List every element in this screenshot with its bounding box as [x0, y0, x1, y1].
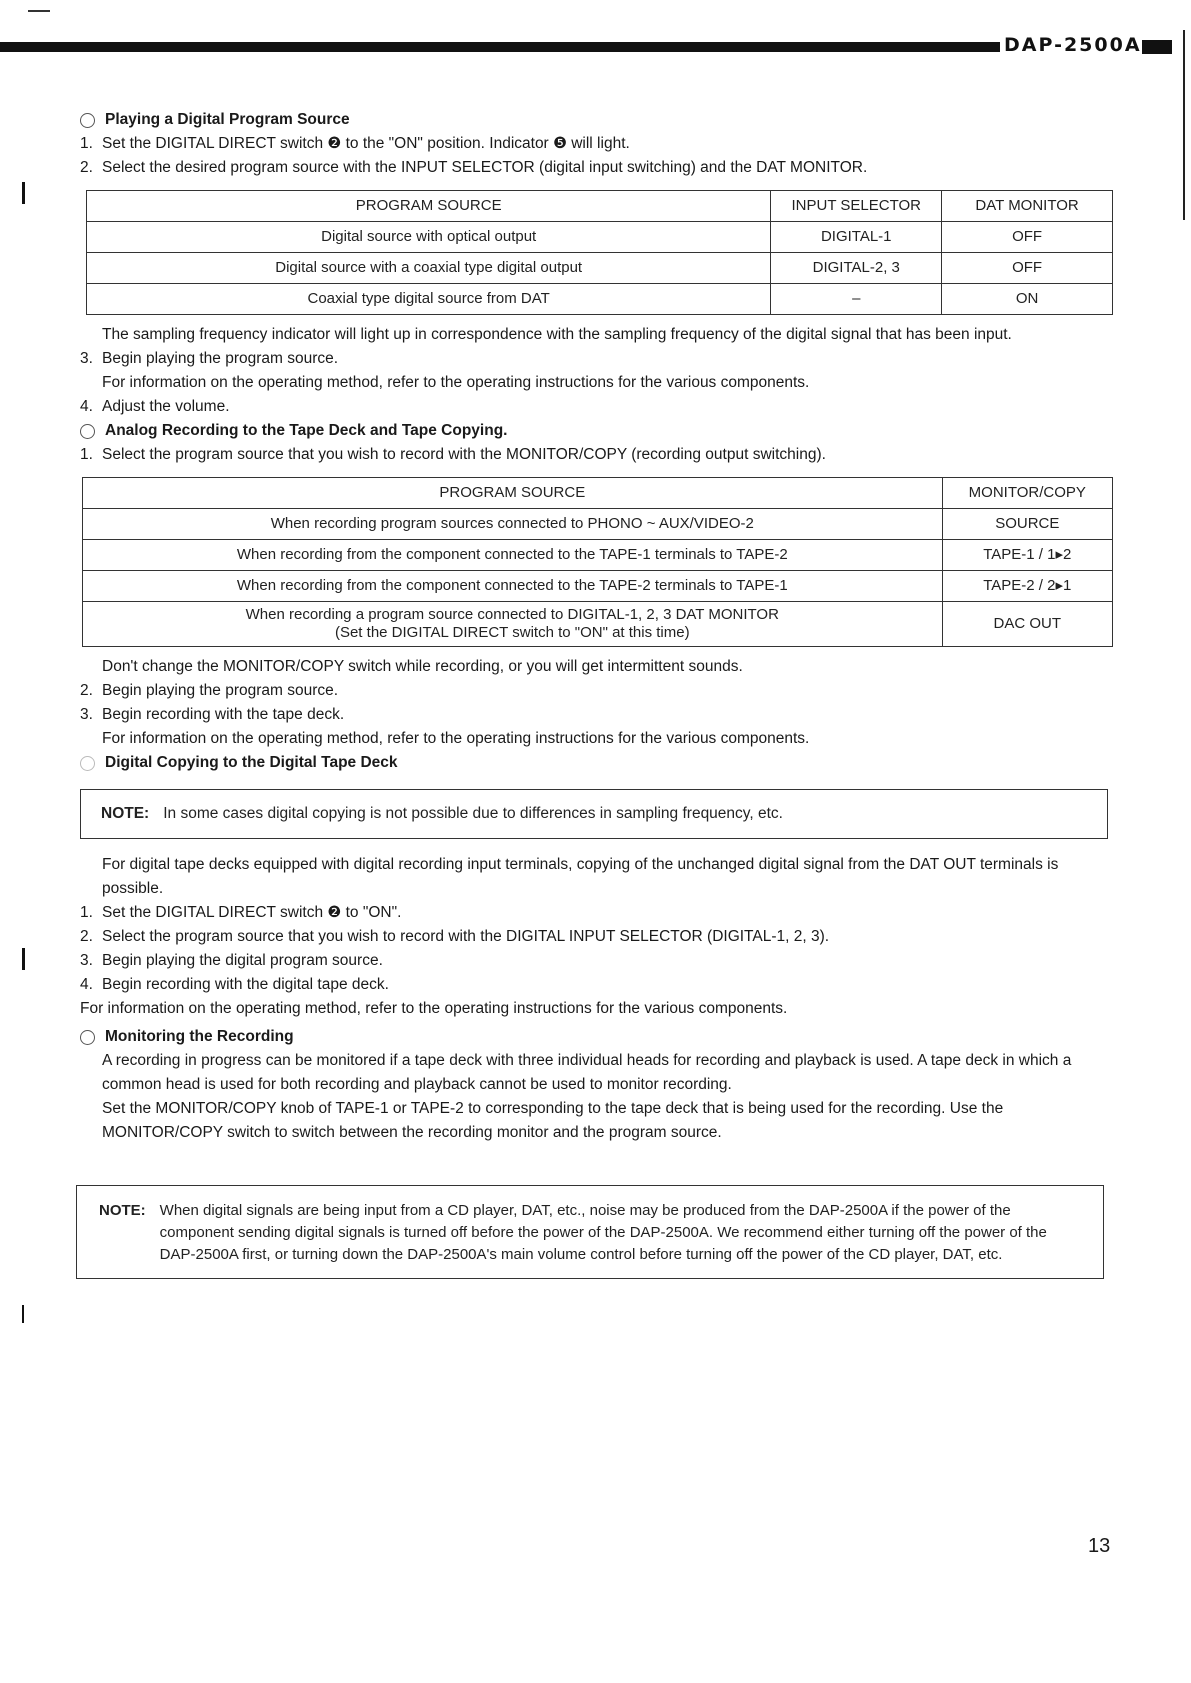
table-cell: OFF	[942, 222, 1113, 253]
input-selector-table	[86, 190, 1113, 315]
step: 2. Select the desired program source with the INPUT SELECTOR (digital input switching) and the DAT MONITOR.	[80, 159, 868, 176]
table-cell: –	[771, 284, 942, 315]
header-rule	[0, 42, 1000, 52]
table-cell: DAC OUT	[942, 602, 1112, 647]
table-cell: Digital source with optical output	[87, 222, 771, 253]
circle-bullet-icon	[80, 113, 95, 128]
page-edge-rule	[1183, 30, 1185, 220]
header-rule-end	[1142, 40, 1172, 54]
paragraph: The sampling frequency indicator will light up in correspondence with the sampling frequency of the digital signal that has been input.	[102, 326, 1012, 343]
step: 3. Begin recording with the tape deck.	[80, 706, 345, 723]
table-cell: TAPE-2 / 2▸1	[942, 571, 1112, 602]
table-cell: SOURCE	[942, 509, 1112, 540]
table-row	[83, 571, 1113, 602]
section-heading-digital: Digital Copying to the Digital Tape Deck	[80, 751, 1120, 775]
table-cell: When recording a program source connected to DIGITAL-1, 2, 3 DAT MONITOR (Set the DIGITAL DIRECT switch to "ON" at this time)	[83, 602, 943, 647]
section-heading-monitoring: Monitoring the Recording	[80, 1025, 1120, 1049]
scan-mark	[28, 10, 50, 12]
table-header-cell: PROGRAM SOURCE	[87, 191, 771, 222]
section-heading-playing: Playing a Digital Program Source	[80, 108, 1120, 132]
circle-bullet-icon	[80, 424, 95, 439]
paragraph: For information on the operating method, refer to the operating instructions for the various components.	[102, 730, 810, 747]
note-box: NOTE: When digital signals are being input from a CD player, DAT, etc., noise may be produced from the DAP-2500A if the power of the component sending digital signals is turned off before the power of the DAP-2500A. We recommend either turning off the power of the DAP-2500A first, or turning down the DAP-2500A's main volume control before turning off the power of the CD player, DAT, etc.	[76, 1185, 1104, 1279]
table-cell: DIGITAL-2, 3	[771, 253, 942, 284]
table-row	[87, 222, 1113, 253]
binding-mark	[22, 182, 25, 204]
step: 4. Begin recording with the digital tape deck.	[80, 976, 389, 993]
table-cell: Coaxial type digital source from DAT	[87, 284, 771, 315]
step: 3. Begin playing the digital program source.	[80, 952, 383, 969]
note-box: NOTE: In some cases digital copying is not possible due to differences in sampling frequency, etc.	[80, 789, 1108, 839]
paragraph: Don't change the MONITOR/COPY switch while recording, or you will get intermittent sounds.	[102, 658, 743, 675]
table-cell: ON	[942, 284, 1113, 315]
table-cell: Digital source with a coaxial type digital output	[87, 253, 771, 284]
page-number: 13	[1088, 1535, 1111, 1557]
table-cell: When recording program sources connected to PHONO ~ AUX/VIDEO-2	[83, 509, 943, 540]
table-cell: When recording from the component connected to the TAPE-2 terminals to TAPE-1	[83, 571, 943, 602]
table-header-cell: PROGRAM SOURCE	[83, 478, 943, 509]
table-cell: DIGITAL-1	[771, 222, 942, 253]
binding-mark	[22, 1305, 24, 1323]
model-name: DAP-2500A	[1004, 34, 1142, 56]
table-row	[87, 284, 1113, 315]
table-header-cell: DAT MONITOR	[942, 191, 1113, 222]
table-header-row	[83, 478, 1113, 509]
step: 1. Select the program source that you wish to record with the MONITOR/COPY (recording output switching).	[80, 446, 826, 463]
table-row	[87, 253, 1113, 284]
table-cell: OFF	[942, 253, 1113, 284]
paragraph: For information on the operating method, refer to the operating instructions for the various components.	[102, 374, 810, 391]
table-row	[83, 509, 1113, 540]
table-row	[83, 602, 1113, 647]
table-header-row	[87, 191, 1113, 222]
table-header-cell: INPUT SELECTOR	[771, 191, 942, 222]
step: 2. Select the program source that you wish to record with the DIGITAL INPUT SELECTOR (DIGITAL-1, 2, 3).	[80, 928, 830, 945]
paragraph: Set the MONITOR/COPY knob of TAPE-1 or TAPE-2 to corresponding to the tape deck that is being used for the recording. Use the MONITOR/COPY switch to switch between the recording monitor and the program source.	[102, 1100, 1004, 1141]
circle-bullet-icon	[80, 756, 95, 771]
circle-bullet-icon	[80, 1030, 95, 1045]
step: 1. Set the DIGITAL DIRECT switch ❷ to "ON".	[80, 904, 402, 921]
table-row	[83, 540, 1113, 571]
page-content	[80, 108, 1120, 1279]
step: 2. Begin playing the program source.	[80, 682, 339, 699]
step: 4. Adjust the volume.	[80, 398, 230, 415]
paragraph: A recording in progress can be monitored if a tape deck with three individual heads for recording and playback is used. A tape deck in which a common head is used for both recording and playback cannot be used to monitor recording.	[102, 1052, 1072, 1093]
paragraph: For information on the operating method, refer to the operating instructions for the various components.	[80, 1000, 788, 1017]
step: 1. Set the DIGITAL DIRECT switch ❷ to the "ON" position. Indicator ❺ will light.	[80, 135, 630, 152]
section-heading-analog: Analog Recording to the Tape Deck and Tape Copying.	[80, 419, 1120, 443]
binding-mark	[22, 948, 25, 970]
table-cell: TAPE-1 / 1▸2	[942, 540, 1112, 571]
paragraph: For digital tape decks equipped with digital recording input terminals, copying of the unchanged digital signal from the DAT OUT terminals is possible.	[102, 856, 1059, 897]
monitor-copy-table	[82, 477, 1113, 647]
step: 3. Begin playing the program source.	[80, 350, 339, 367]
table-cell: When recording from the component connected to the TAPE-1 terminals to TAPE-2	[83, 540, 943, 571]
table-header-cell: MONITOR/COPY	[942, 478, 1112, 509]
